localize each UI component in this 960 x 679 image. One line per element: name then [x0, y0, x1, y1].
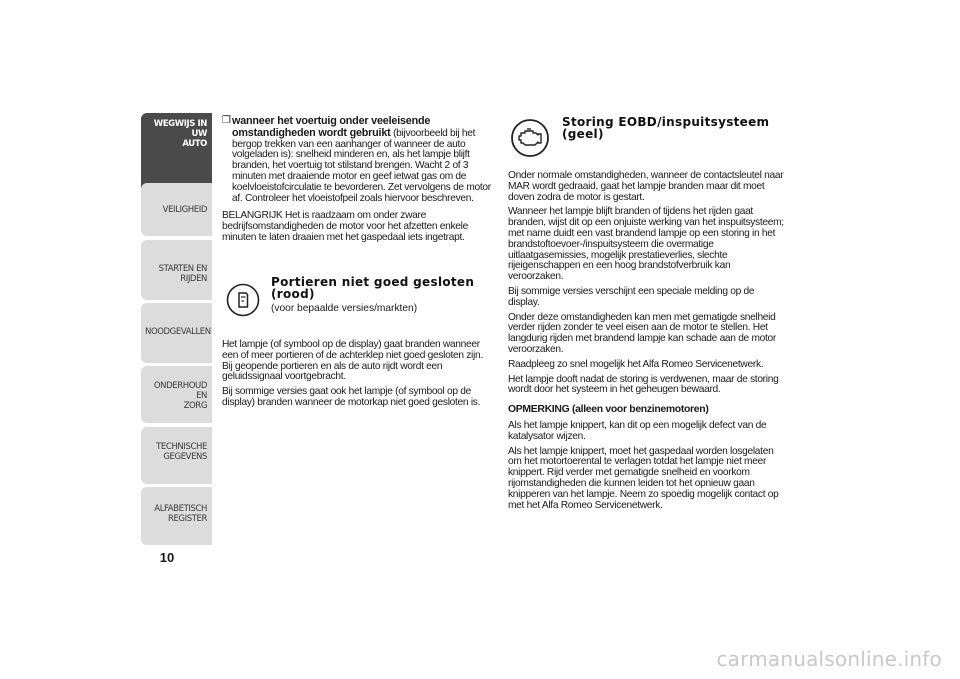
bullet-item	[222, 116, 494, 204]
doors-note: (voor bepaalde versies/markten)	[271, 303, 418, 314]
doors-heading: Portieren niet goed gesloten (rood)	[271, 275, 475, 301]
tab-label-line1: WEGWIJS IN UW	[153, 119, 207, 139]
tab-label-line2: GEGEVENS	[163, 452, 207, 462]
tab-label-line1: VEILIGHEID	[162, 205, 207, 215]
bullet-text: (bijvoorbeeld bij het bergop trekken van een aanhanger of wanneer de auto volgeladen is): snelheid minderen en, als het lampje blijft branden, het voertuig tot stilstand brengen. Wacht 2 of 3 minuten met draaiende motor en geef ietwat gas om de koelvloeistofcirculatie te bevorderen. Zet vervolgens de motor af. Controleer het vloeistofpeil zoals hiervoor beschreven.	[232, 127, 491, 204]
eobd-paragraph-1: Onder normale omstandigheden, wanneer de contactsleutel naar MAR wordt gedraaid, gaat het lampje branden maar dit moet doven zodra de motor is gestart.	[508, 170, 784, 203]
door-warning-icon	[226, 283, 260, 317]
tab-label-line2: AUTO	[182, 139, 207, 149]
tab-starten[interactable]	[141, 240, 212, 300]
note-title: OPMERKING (alleen voor benzinemotoren)	[508, 404, 709, 416]
doors-paragraph-1: Het lampje (of symbool op de display) gaat branden wanneer een of meer portieren of de achterklep niet goed gesloten zijn. Bij geopende portieren en als de auto rijdt wordt een geluidssignaal voortgebracht.	[222, 339, 483, 383]
tab-label-line2: REGISTER	[167, 514, 207, 524]
tab-noodgevallen[interactable]	[141, 303, 212, 363]
tab-label-line1: NOODGEVALLEN	[145, 327, 211, 337]
eobd-paragraph-4: Onder deze omstandigheden kan men met gematigde snelheid verder rijden zonder te veel eisen aan de motor te stellen. Het langdurig rijden met brandend lampje kan schade aan de motor veroorzaken.	[508, 311, 776, 355]
page-number: 10	[159, 550, 175, 565]
doors-paragraph-2: Bij sommige versies gaat ook het lampje (of symbool op de display) branden wanneer de motorkap niet goed gesloten is.	[222, 386, 481, 408]
tab-onderhoud[interactable]	[141, 366, 212, 423]
tab-label-line1: TECHNISCHE	[156, 442, 207, 452]
engine-check-icon	[510, 118, 550, 158]
tab-label-line1: ONDERHOUD EN	[153, 381, 207, 401]
eobd-paragraph-5: Raadpleeg zo snel mogelijk het Alfa Romeo Servicenetwerk.	[508, 358, 764, 370]
eobd-paragraph-6: Het lampje dooft nadat de storing is verdwenen, maar de storing wordt door het systeem in het geheugen bewaard.	[508, 373, 779, 396]
tab-label-line2: ZORG	[183, 401, 207, 411]
eobd-paragraph-3: Bij sommige versies verschijnt een speciale melding op de display.	[508, 285, 755, 308]
eobd-heading: Storing EOBD/inspuitsysteem (geel)	[562, 115, 770, 141]
watermark: carmanualsonline.info	[716, 647, 942, 671]
right-column	[508, 171, 784, 515]
tab-alfabetisch[interactable]	[141, 487, 212, 545]
eobd-paragraph-2: Wanneer het lampje blijft branden of tijdens het rijden gaat branden, wijst dit op een onjuiste werking van het inspuitsysteem; met name duidt een vast brandend lampje op een storing in het brandstoftoevoer-/inspuitsysteem die overmatige uitlaatgasemissies, mogelijk prestatieverlies, slechte rijeigenschappen en een hoog brandstofverbruik kan veroorzaken.	[508, 206, 784, 283]
left-column-top	[222, 116, 494, 248]
tab-label-line1: ALFABETISCH	[154, 504, 207, 514]
tab-technische[interactable]	[141, 427, 212, 484]
bullet-symbol: ❒	[222, 115, 231, 126]
left-column-bottom	[222, 340, 494, 413]
tab-label-line1: STARTEN EN RIJDEN	[158, 264, 207, 284]
note-paragraph-1: Als het lampje knippert, kan dit op een mogelijk defect van de katalysator wijzen.	[508, 419, 767, 442]
important-note: BELANGRIJK Het is raadzaam om onder zware bedrijfsomstandigheden de motor voor het afzetten enkele minuten te laten draaien met het gaspedaal iets ingetrapt.	[222, 210, 468, 243]
bullet-lead: wanneer het voertuig onder veeleisende omstandigheden wordt gebruikt	[232, 115, 431, 139]
note-paragraph-2: Als het lampje knippert, moet het gaspedaal worden losgelaten om het motortoerental te verlagen totdat het lampje niet meer knippert. Rijd verder met gematigde snelheid en voorkom rijomstandigheden die kunnen leiden tot het opnieuw gaan knipperen van het lampje. Neem zo spoedig mogelijk contact op met het Alfa Romeo Servicenetwerk.	[508, 445, 779, 511]
tab-veiligheid[interactable]	[141, 183, 212, 236]
